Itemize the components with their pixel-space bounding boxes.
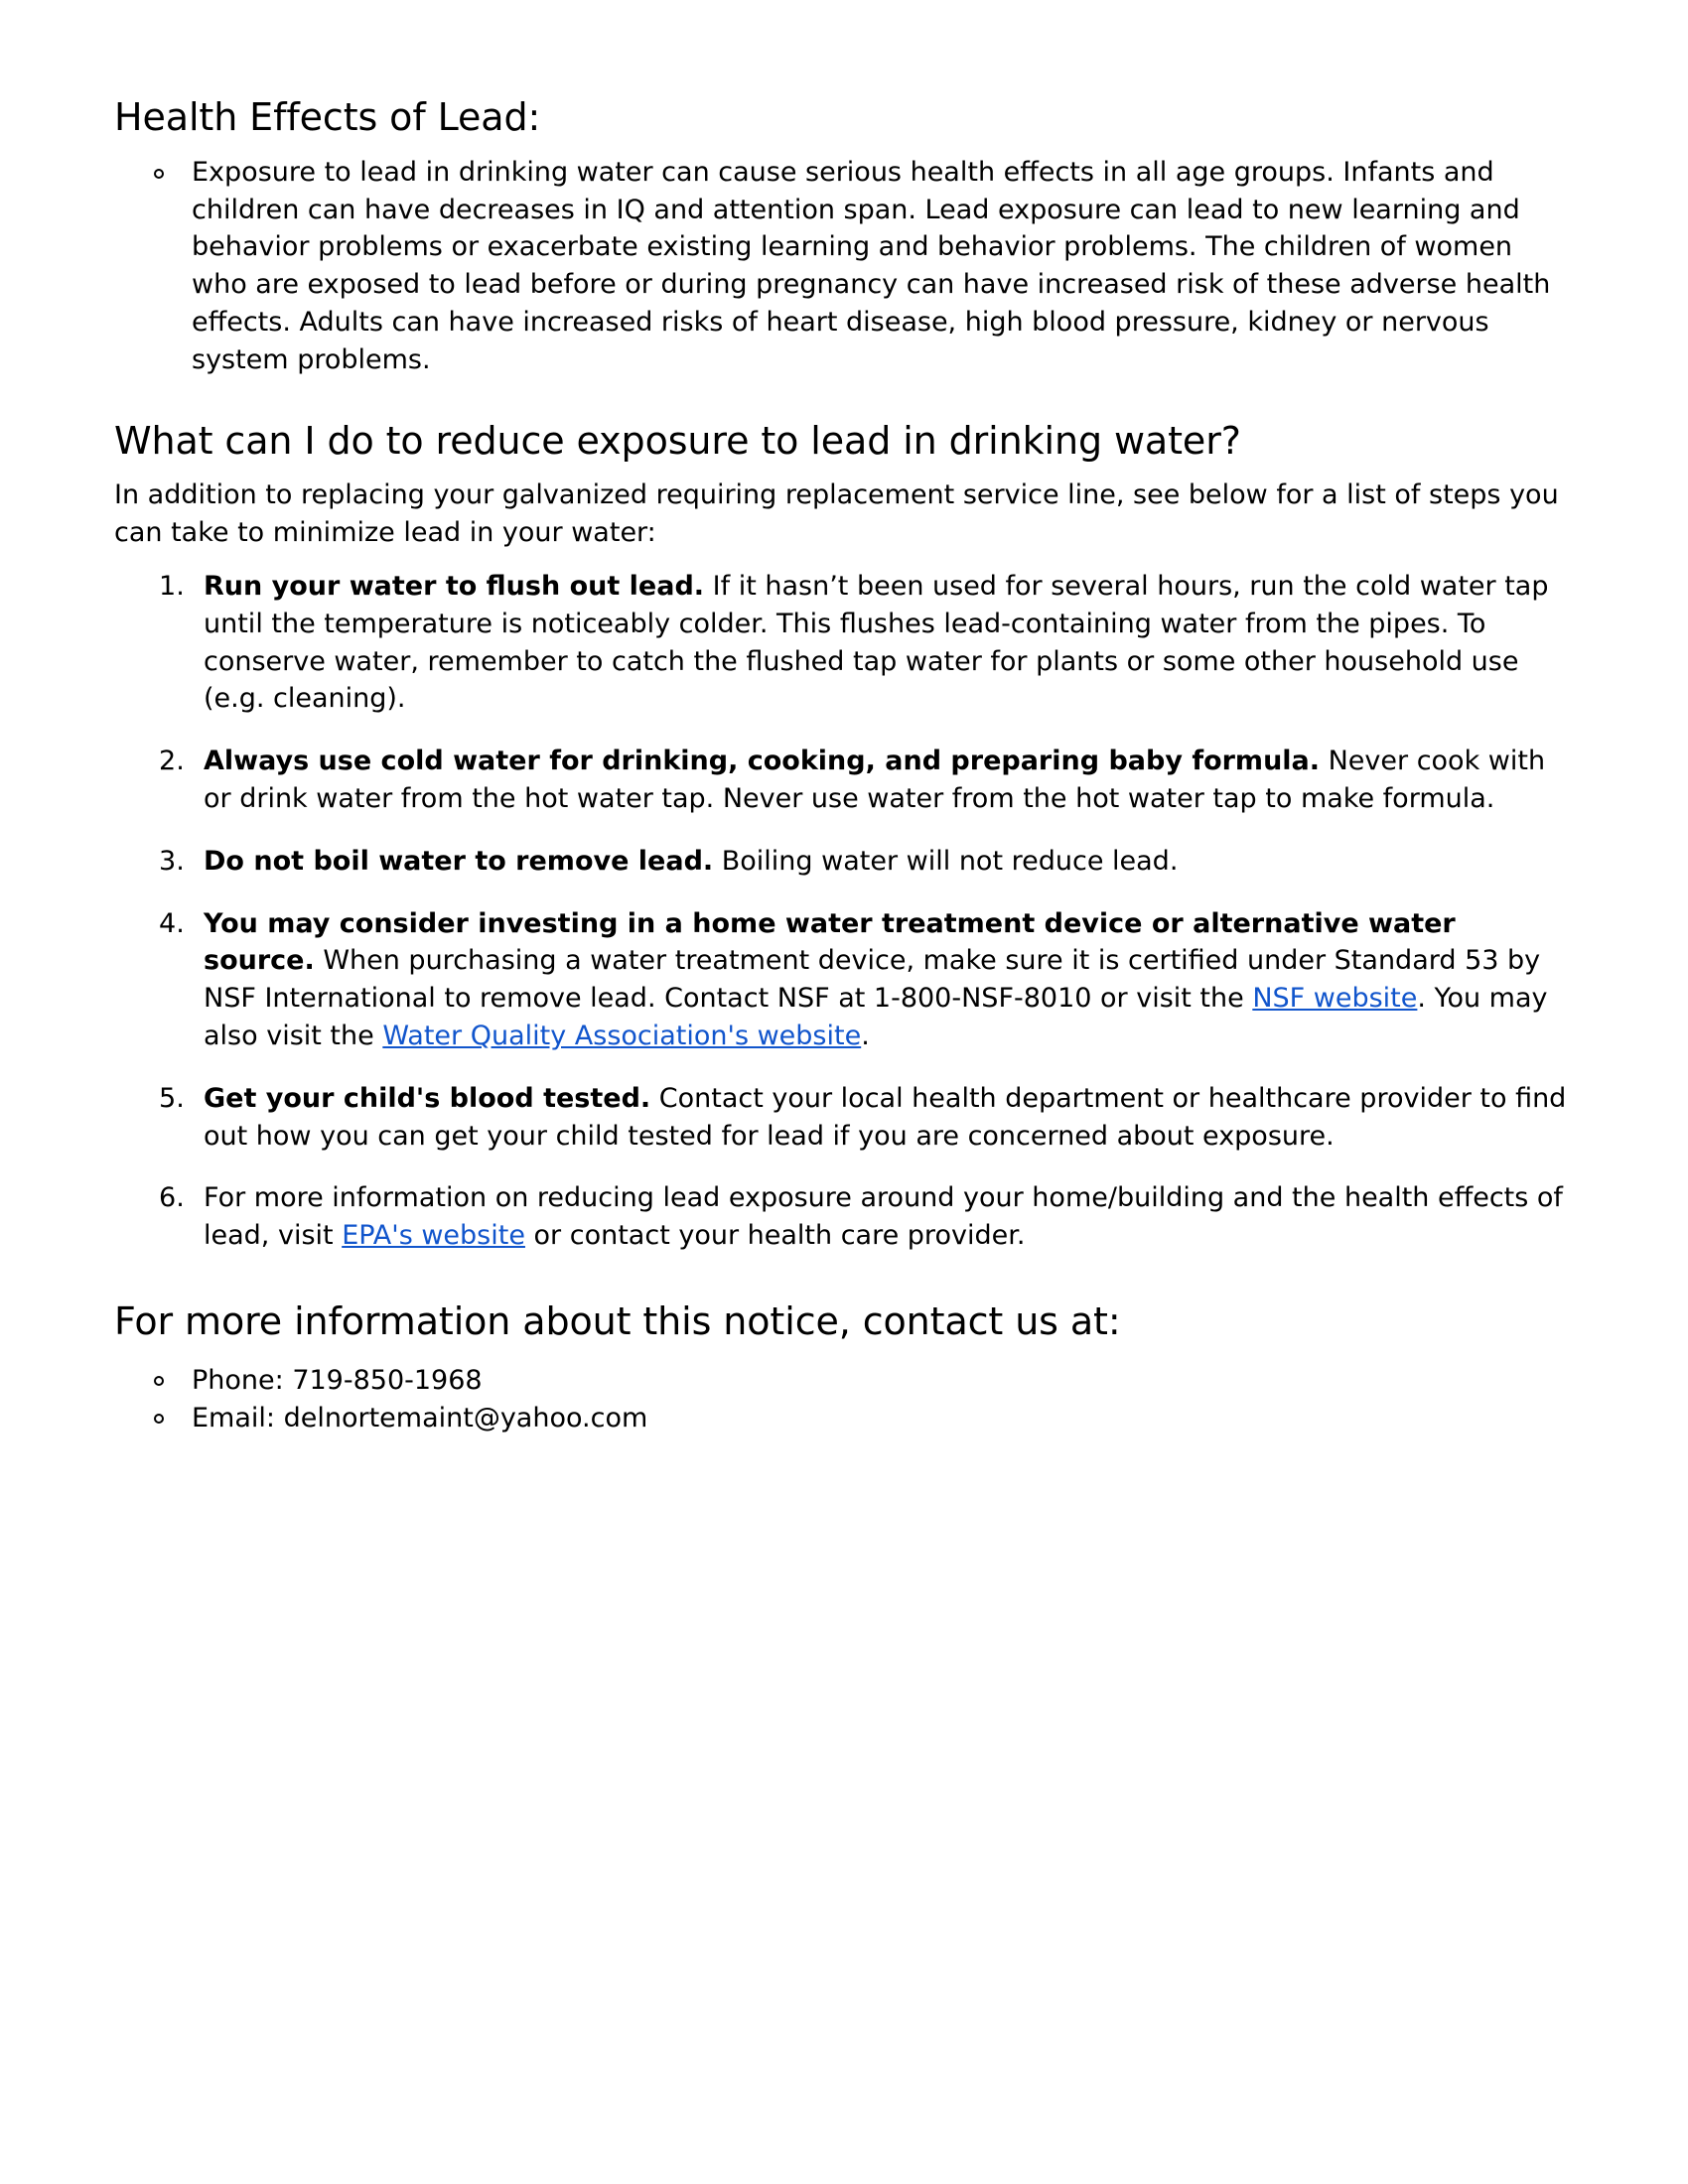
step-5-text: Contact your local health department or healthcare provider to find out how you can get your child tested for lead if you are concerned about exposure. — [204, 1082, 1567, 1152]
list-item-step-1 — [114, 568, 1574, 718]
step-4-text-part-2: . You may also visit the — [204, 983, 1548, 1051]
list-item-step-4 — [114, 905, 1574, 1055]
water-quality-association-website-link[interactable]: Water Quality Association's website — [382, 1021, 862, 1051]
list-item-step-5 — [114, 1080, 1574, 1156]
list-item-step-3 — [114, 843, 1574, 881]
reduce-exposure-steps-list — [114, 568, 1574, 1255]
reduce-exposure-intro: In addition to replacing your galvanized requiring replacement service line, see below for a list of steps you can take to minimize lead in your water: — [114, 479, 1559, 549]
step-4-text-part-1: When purchasing a water treatment device, make sure it is certified under Standard 53 by NSF International to remove lead. Contact NSF at 1-800-NSF-8010 or visit the — [204, 945, 1541, 1015]
step-4-bold-lead: You may consider investing in a home water treatment device or alternative water source. — [204, 907, 1456, 977]
nsf-website-link[interactable]: NSF website — [1252, 983, 1418, 1015]
step-1-bold-lead: Run your water to flush out lead. — [204, 571, 705, 603]
list-item-step-6 — [114, 1179, 1574, 1255]
health-effects-bullet-list — [114, 154, 1574, 379]
health-effects-bullet-text: Exposure to lead in drinking water can cause serious health effects in all age groups. Infants and children can have decreases in IQ and attention span. Lead exposure can lead to new learning and behavior problems or exacerbate existing learning and behavior problems. The children of women who are exposed to lead before or during pregnancy can have increased risk of these adverse health effects. Adults can have increased risks of heart disease, high blood pressure, kidney or nervous system problems. — [192, 156, 1551, 375]
reduce-exposure-heading: What can I do to reduce exposure to lead in drinking water? — [114, 418, 1241, 463]
step-3-bold-lead: Do not boil water to remove lead. — [204, 845, 714, 877]
list-item-step-2 — [114, 743, 1574, 818]
step-5-bold-lead: Get your child's blood tested. — [204, 1082, 651, 1114]
list-item-phone — [114, 1362, 1574, 1400]
contact-phone-text: Phone: 719-850-1968 — [192, 1364, 483, 1396]
step-2-text: Never cook with or drink water from the hot water tap. Never use water from the hot water tap to make formula. — [204, 746, 1546, 815]
step-6-text-part-2: or contact your health care provider. — [524, 1220, 1026, 1252]
contact-list — [114, 1362, 1574, 1438]
health-effects-heading: Health Effects of Lead: — [114, 95, 541, 139]
epa-website-link[interactable]: EPA's website — [342, 1220, 525, 1252]
contact-email-text: Email: delnortemaint@yahoo.com — [192, 1403, 648, 1434]
step-3-text: Boiling water will not reduce lead. — [713, 845, 1179, 877]
step-1-text: If it hasn’t been used for several hours, run the cold water tap until the temperature is noticeably colder. This flushes lead-containing water from the pipes. To conserve water, remember to catch the flushed tap water for plants or some other household use (e.g. cleaning). — [204, 571, 1549, 715]
document-content — [114, 95, 1574, 1437]
step-6-text-part-1: For more information on reducing lead exposure around your home/building and the health effects of lead, visit — [204, 1182, 1563, 1252]
step-2-bold-lead: Always use cold water for drinking, cooking, and preparing baby formula. — [204, 746, 1321, 777]
step-4-text-part-3: . — [861, 1021, 870, 1051]
list-item — [114, 154, 1574, 379]
contact-heading: For more information about this notice, contact us at: — [114, 1298, 1121, 1343]
list-item-email — [114, 1400, 1574, 1437]
